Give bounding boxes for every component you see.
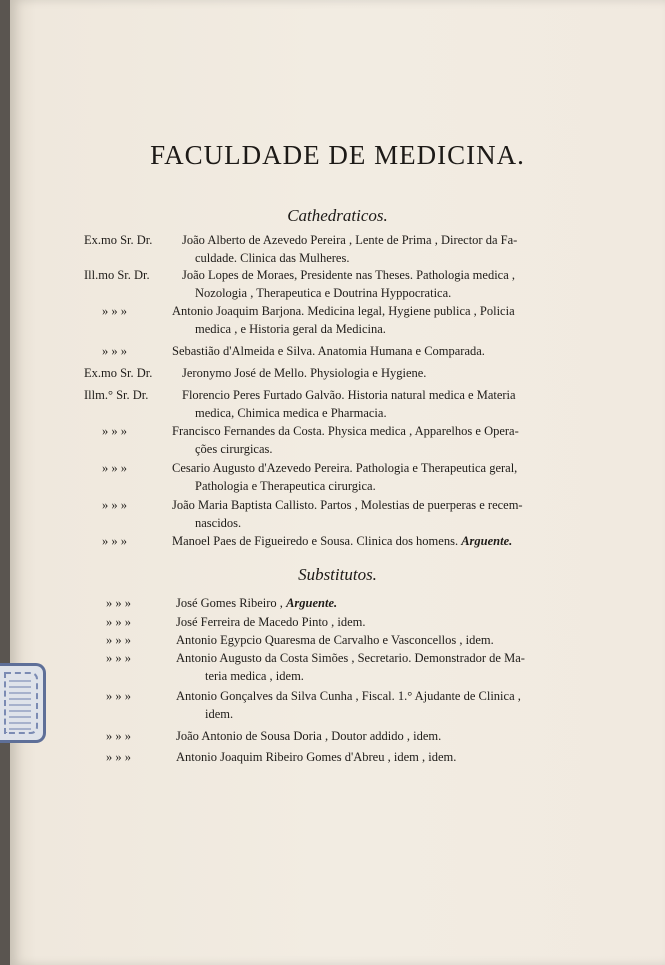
entry-prefix: » » »	[102, 498, 127, 512]
entry-text: Antonio Gonçalves da Silva Cunha , Fiscal. 1.° Ajudante de Clinica ,	[176, 689, 521, 703]
entry-text: Francisco Fernandes da Costa. Physica medica , Apparelhos e Opera-	[172, 424, 519, 438]
entry-text: João Alberto de Azevedo Pereira , Lente de Prima , Director da Fa-	[182, 233, 518, 247]
entry-line	[106, 595, 337, 611]
entry-prefix: » » »	[106, 615, 131, 629]
entry-continuation: idem.	[205, 707, 234, 721]
entry-continuation: medica , e Historia geral da Medicina.	[195, 322, 386, 336]
entry-prefix: Ex.mo Sr. Dr.	[84, 366, 153, 380]
bleed-through-text	[10, 95, 665, 112]
entry-prefix: » » »	[106, 689, 131, 703]
entry-line	[84, 387, 516, 403]
entry-text: José Gomes Ribeiro ,	[176, 596, 283, 610]
entry-line	[102, 497, 523, 513]
entry-text: Sebastião d'Almeida e Silva. Anatomia Humana e Comparada.	[172, 344, 485, 358]
entry-line	[106, 688, 521, 704]
arguente-label: Arguente.	[286, 596, 338, 610]
entry-continuation: Nozologia , Therapeutica e Doutrina Hyppocratica.	[195, 286, 452, 300]
page-title: FACULDADE DE MEDICINA.	[150, 140, 525, 170]
entry-text: José Ferreira de Macedo Pinto , idem.	[176, 615, 366, 629]
entry-line	[106, 728, 441, 744]
entry-line	[102, 423, 519, 439]
entry-prefix: » » »	[102, 304, 127, 318]
entry-text: Cesario Augusto d'Azevedo Pereira. Pathologia e Therapeutica geral,	[172, 461, 518, 475]
entry-line	[102, 303, 515, 319]
entry-continuation: ções cirurgicas.	[195, 442, 273, 456]
entry-line	[106, 749, 456, 765]
entry-text: Antonio Augusto da Costa Simões , Secretario. Demonstrador de Ma-	[176, 651, 525, 665]
entry-continuation: medica, Chimica medica e Pharmacia.	[195, 406, 387, 420]
entry-prefix: » » »	[106, 750, 131, 764]
entry-text: João Lopes de Moraes, Presidente nas Theses. Pathologia medica ,	[182, 268, 516, 282]
entry-continuation: nascidos.	[195, 516, 242, 530]
entry-text: João Maria Baptista Callisto. Partos , Molestias de puerperas e recem-	[172, 498, 523, 512]
stamp-pattern	[9, 680, 31, 730]
entry-prefix: » » »	[106, 596, 131, 610]
entry-prefix: Ill.mo Sr. Dr.	[84, 268, 150, 282]
entry-continuation: culdade. Clinica das Mulheres.	[195, 251, 350, 265]
entry-continuation: Pathologia e Therapeutica cirurgica.	[195, 479, 376, 493]
entry-line	[106, 650, 525, 666]
entry-line	[84, 365, 426, 381]
entry-prefix: » » »	[106, 633, 131, 647]
entry-text: Manoel Paes de Figueiredo e Sousa. Clinica dos homens.	[172, 534, 459, 548]
entry-line	[84, 267, 515, 283]
entry-prefix: » » »	[102, 424, 127, 438]
document-page	[10, 0, 665, 965]
section-heading-cathedraticos: Cathedraticos.	[287, 206, 388, 225]
entry-text: Antonio Joaquim Ribeiro Gomes d'Abreu , idem , idem.	[176, 750, 457, 764]
entry-prefix: Ex.mo Sr. Dr.	[84, 233, 153, 247]
entry-prefix: » » »	[102, 461, 127, 475]
entry-continuation: teria medica , idem.	[205, 669, 304, 683]
arguente-label: Arguente.	[461, 534, 513, 548]
entry-text: Jeronymo José de Mello. Physiologia e Hygiene.	[182, 366, 427, 380]
entry-line	[102, 460, 517, 476]
entry-prefix: Illm.° Sr. Dr.	[84, 388, 149, 402]
entry-line	[102, 533, 512, 549]
entry-prefix: » » »	[102, 534, 127, 548]
entry-prefix: » » »	[106, 651, 131, 665]
entry-text: Antonio Egypcio Quaresma de Carvalho e Vasconcellos , idem.	[176, 633, 494, 647]
entry-prefix: » » »	[106, 729, 131, 743]
entry-prefix: » » »	[102, 344, 127, 358]
entry-text: Antonio Joaquim Barjona. Medicina legal, Hygiene publica , Policia	[172, 304, 515, 318]
entry-line	[106, 614, 366, 630]
library-stamp	[0, 663, 46, 743]
entry-line	[106, 632, 494, 648]
entry-line	[102, 343, 485, 359]
entry-line	[84, 232, 517, 248]
entry-text: João Antonio de Sousa Doria , Doutor addido , idem.	[176, 729, 442, 743]
entry-text: Florencio Peres Furtado Galvão. Historia natural medica e Materia	[182, 388, 516, 402]
section-heading-substitutos: Substitutos.	[298, 565, 377, 584]
